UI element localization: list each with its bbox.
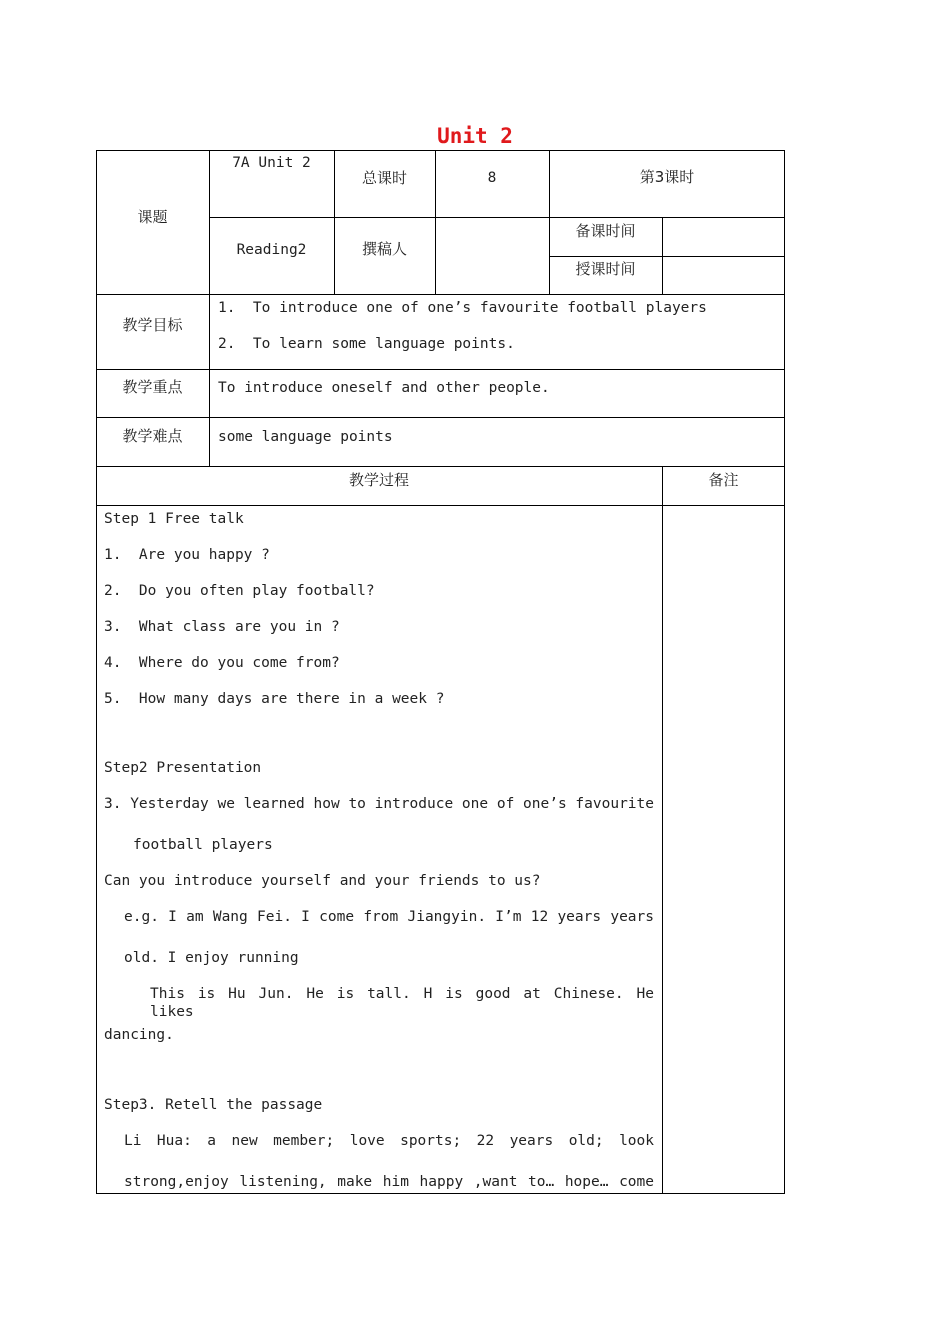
step3-line: strong,enjoy listening, make him happy ,want to… hope… come [124, 1174, 654, 1190]
table-border-left [96, 150, 97, 1194]
prep-time-label: 备课时间 [575, 222, 636, 240]
objectives-label: 教学目标 [122, 316, 183, 334]
period-value: 第3课时 [639, 168, 695, 186]
row-divider [549, 256, 785, 257]
column-divider [662, 217, 663, 294]
total-periods-label: 总课时 [361, 169, 407, 187]
table-border-right [784, 150, 785, 1194]
process-label: 教学过程 [348, 471, 409, 489]
step2-example-line: This is Hu Jun. He is tall. H is good at Chinese. He likes [150, 986, 654, 1020]
objective-item: 2. To learn some language points. [218, 336, 515, 352]
row-divider [96, 417, 785, 418]
objective-item: 1. To introduce one of one’s favourite football players [218, 300, 707, 316]
step2-example-line: old. I enjoy running [124, 950, 299, 966]
row-divider [96, 294, 785, 295]
total-periods-value: 8 [487, 170, 497, 186]
row-divider [96, 505, 785, 506]
row-divider [209, 217, 785, 218]
notes-column-divider [662, 466, 663, 1194]
step2-example-line: e.g. I am Wang Fei. I come from Jiangyin. I’m 12 years years [124, 909, 654, 925]
difficulties-text: some language points [218, 429, 393, 445]
key-points-text: To introduce oneself and other people. [218, 380, 550, 396]
teach-time-label: 授课时间 [575, 260, 636, 278]
column-divider [209, 150, 210, 466]
topic-label: 课题 [137, 208, 168, 226]
notes-label: 备注 [708, 471, 739, 489]
table-border-top [96, 150, 785, 151]
unit-value: 7A Unit 2 [232, 155, 311, 171]
step1-question: 1. Are you happy ? [104, 547, 270, 563]
row-divider [96, 369, 785, 370]
step2-example-line: dancing. [104, 1027, 174, 1043]
step1-title: Step 1 Free talk [104, 511, 244, 527]
lesson-plan-table [96, 150, 785, 1194]
document-title: Unit 2 [437, 124, 513, 148]
step3-title: Step3. Retell the passage [104, 1097, 323, 1113]
key-points-label: 教学重点 [122, 378, 183, 396]
step1-question: 5. How many days are there in a week ? [104, 691, 445, 707]
table-border-bottom [96, 1193, 785, 1194]
step3-line: Li Hua: a new member; love sports; 22 years old; look [124, 1133, 654, 1149]
step1-question: 4. Where do you come from? [104, 655, 340, 671]
step2-question: Can you introduce yourself and your friends to us? [104, 873, 541, 889]
step1-question: 3. What class are you in ? [104, 619, 340, 635]
author-label: 撰稿人 [361, 240, 407, 258]
step2-item-line: football players [133, 837, 273, 853]
step2-title: Step2 Presentation [104, 760, 262, 776]
row-divider [96, 466, 785, 467]
step1-question: 2. Do you often play football? [104, 583, 375, 599]
lesson-value: Reading2 [236, 242, 307, 258]
difficulties-label: 教学难点 [122, 427, 183, 445]
step2-item-line: 3. Yesterday we learned how to introduce one of one’s favourite [104, 796, 654, 812]
